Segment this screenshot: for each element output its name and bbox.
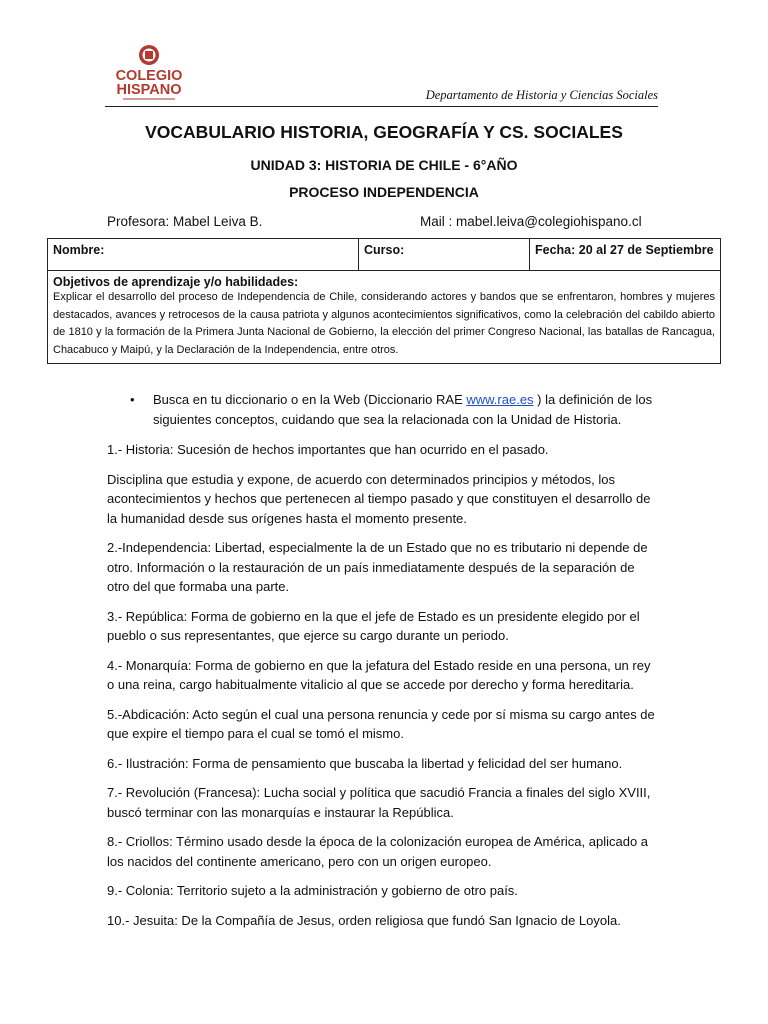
logo-text-hispano: HISPANO [116,82,182,98]
date-label: Fecha: 20 al 27 de Septiembre [535,243,714,257]
definition-republica: 3.- República: Forma de gobierno en la que el jefe de Estado es un presidente elegido por el pueblo o sus representantes, que ejerce su cargo durante un periodo. [107,608,640,643]
vocabulary-content [107,390,659,940]
definition-abdicacion: 5.-Abdicación: Acto según el cual una persona renuncia y cede por sí misma su cargo antes de que expire el tiempo para el cual se tomó el mismo. [107,706,655,741]
bullet-icon: • [130,392,135,407]
instruction-text-start: Busca en tu diccionario o en la Web (Diccionario RAE [153,392,467,407]
definition-criollos: 8.- Criollos: Término usado desde la época de la colonización europea de América, aplicado a los nacidos del continente americano, pero con un origen europeo. [107,834,649,869]
definition-historia-extended: Disciplina que estudia y expone, de acuerdo con determinados principios y métodos, los acontecimientos y hechos que pertenecen al tiempo pasado y que constituyen el desarrollo de la humanidad desde sus orígenes hasta el momento presente. [107,471,651,526]
teacher-name: Profesora: Mabel Leiva B. [107,214,263,229]
department-header: Departamento de Historia y Ciencias Sociales [105,88,658,107]
date-cell [530,239,721,271]
definition-colonia: 9.- Colonia: Territorio sujeto a la administración y gobierno de otro país. [107,883,518,898]
definition-monarquia: 4.- Monarquía: Forma de gobierno en que la jefatura del Estado reside en una persona, un rey o una reina, cargo habitualmente vitalicio al que se accede por derecho y forma hereditaria. [107,657,651,692]
definition-historia: 1.- Historia: Sucesión de hechos importantes que han ocurrido en el pasado. [107,442,549,457]
definition-independencia: 2.-Independencia: Libertad, especialmente la de un Estado que no es tributario ni depende de otro. Información o la restauración de un país inmediatamente después de la separación de otro del que formaba una parte. [107,540,648,594]
objectives-title: Objetivos de aprendizaje y/o habilidades: [53,275,299,289]
definition-revolucion: 7.- Revolución (Francesa): Lucha social y política que sacudió Francia a finales del siglo XVIII, buscó terminar con las monarquías e instaurar la República. [107,785,651,820]
definition-jesuita: 10.- Jesuita: De la Compañía de Jesus, orden religiosa que fundó San Ignacio de Loyola. [107,912,621,928]
rae-link[interactable]: www.rae.es [466,392,534,407]
course-cell[interactable] [359,239,530,271]
instruction-item [107,390,659,429]
topic-subtitle: PROCESO INDEPENDENCIA [289,184,479,200]
objectives-text: Explicar el desarrollo del proceso de Independencia de Chile, considerando actores y bandos que se enfrentaron, hombres y mujeres destacados, avances y retrocesos de la causa patriota y algunos acontecimientos significativos, como la celebración del cabildo abierto de 1810 y la formación de la Primera Junta Nacional de Gobierno, la elección del primer Congreso Nacional, las batallas de Rancagua, Chacabuco y Maipú, y la Declaración de la Independencia, entre otros. [53,291,715,356]
unit-subtitle: UNIDAD 3: HISTORIA DE CHILE - 6°AÑO [250,157,518,173]
name-label: Nombre: [53,243,105,257]
objectives-cell [48,271,721,364]
page-title: VOCABULARIO HISTORIA, GEOGRAFÍA Y CS. SOCIALES [145,122,623,142]
student-info-table [47,238,721,364]
teacher-email: Mail : mabel.leiva@colegiohispano.cl [420,214,642,229]
instruction-text-end: ) la definición de los siguientes conceptos, cuidando que sea la relacionada con la Unidad de Historia. [153,392,653,427]
logo-text-colegio: COLEGIO [115,68,183,84]
course-label: Curso: [364,243,405,257]
name-cell[interactable] [48,239,359,271]
definition-ilustracion: 6.- Ilustración: Forma de pensamiento que buscaba la libertad y felicidad del ser humano. [107,755,623,771]
